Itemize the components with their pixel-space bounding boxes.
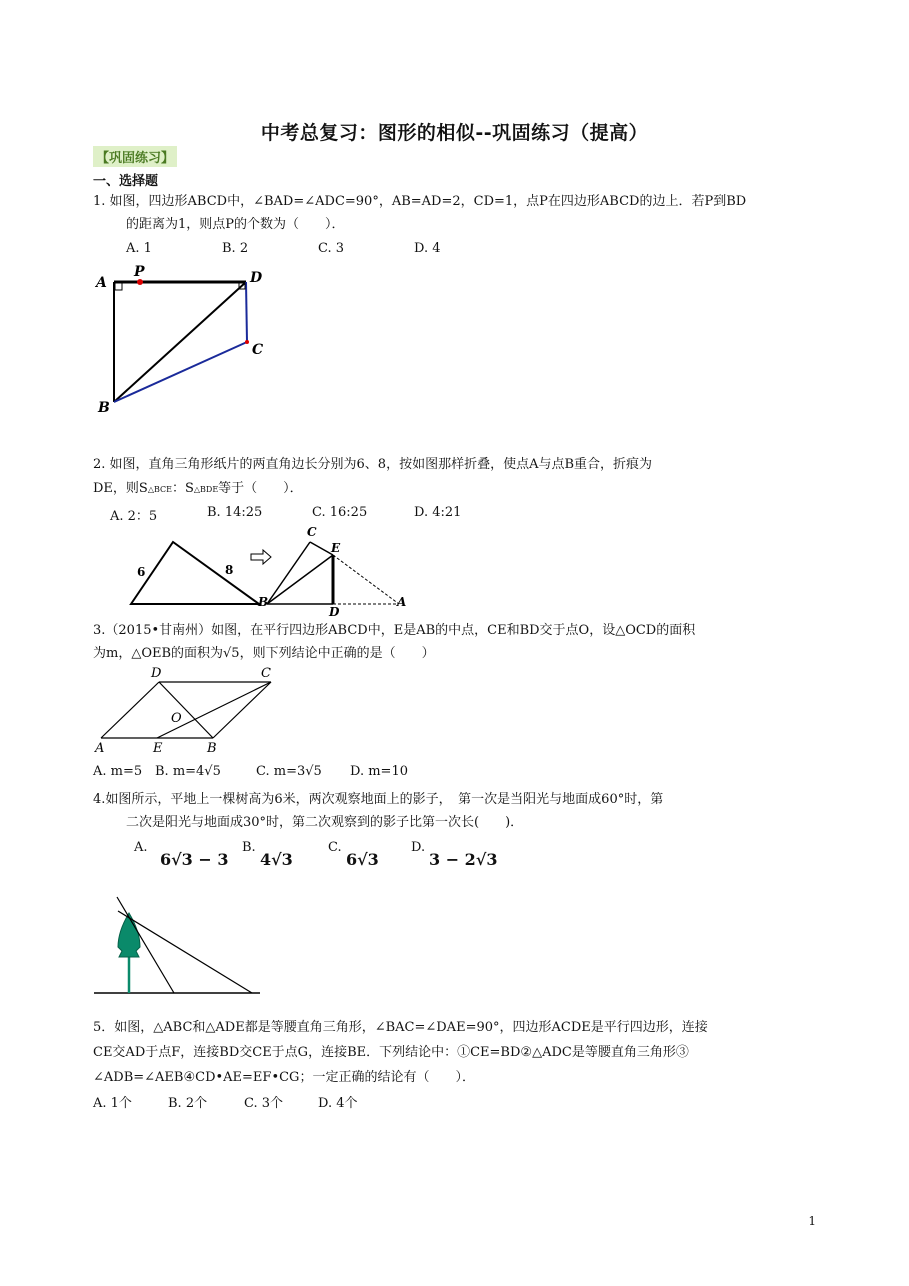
q3-option-c: C. m=3√5 (256, 764, 322, 779)
q1-option-a: A. 1 (126, 241, 152, 256)
q2-label-c: C (307, 525, 317, 539)
q4-figure (90, 895, 265, 1000)
q2-label-6: 6 (137, 565, 146, 579)
q2-label-b: B (258, 595, 269, 609)
q3-option-b: B. m=4√5 (155, 764, 221, 779)
q5-option-a: A. 1个 (93, 1096, 132, 1111)
q4-option-a-letter: A. (134, 840, 148, 855)
q2-line2-suffix: 等于（ ）． (218, 481, 303, 496)
q1-label-d: D (250, 270, 263, 286)
q3-label-o: O (171, 711, 182, 726)
q4-option-a-value: 6√3 − 3 (160, 850, 229, 869)
q3-label-a: A (95, 741, 105, 756)
q1-option-b: B. 2 (222, 241, 249, 256)
q2-label-a: A (397, 595, 407, 609)
q3-label-d: D (151, 666, 162, 681)
q2-label-d: D (329, 605, 340, 618)
q3-option-d: D. m=10 (350, 764, 408, 779)
q2-sub2: △BDE (193, 485, 219, 494)
q3-figure (93, 662, 283, 758)
section-heading: 一、选择题 (93, 174, 159, 189)
q1-option-c: C. 3 (318, 241, 345, 256)
q2-option-b: B. 14:25 (207, 505, 263, 520)
q1-line1: 1. 如图，四边形ABCD中，∠BAD=∠ADC=90°，AB=AD=2，CD=1，点P在四边形ABCD的边上．若P到BD (93, 194, 747, 209)
q2-option-d: D. 4:21 (414, 505, 462, 520)
section-tag: 【巩固练习】 (93, 146, 177, 167)
q5-line1: 5．如图，△ABC和△ADE都是等腰直角三角形，∠BAC=∠DAE=90°，四边形ACDE是平行四边形，连接 (93, 1020, 708, 1035)
q1-label-a: A (96, 275, 107, 291)
q2-option-a: A. 2：5 (110, 509, 158, 524)
q2-option-c: C. 16:25 (312, 505, 368, 520)
q4-option-b-value: 4√3 (260, 850, 293, 869)
q1-figure (90, 262, 280, 422)
q2-sub1: △BCE (147, 485, 172, 494)
q3-label-c: C (261, 666, 271, 681)
q2-label-e: E (331, 541, 341, 555)
q4-option-b-letter: B. (242, 840, 256, 855)
q2-figure (125, 522, 415, 618)
q5-option-c: C. 3个 (244, 1096, 284, 1111)
q5-line2: CE交AD于点F，连接BD交CE于点G，连接BE．下列结论中：①CE=BD②△ADC是等腰直角三角形③ (93, 1045, 689, 1060)
q3-line2: 为m，△OEB的面积为√5，则下列结论中正确的是（ ） (93, 646, 435, 661)
q2-label-8: 8 (225, 563, 234, 577)
q3-label-e: E (153, 741, 163, 756)
q4-option-d-letter: D. (411, 840, 426, 855)
page-number: 1 (808, 1214, 816, 1228)
q3-label-b: B (207, 741, 217, 756)
q5-option-b: B. 2个 (168, 1096, 208, 1111)
q1-label-p: P (134, 264, 145, 280)
q4-line1: 4.如图所示，平地上一棵树高为6米，两次观察地面上的影子， 第一次是当阳光与地面成60°时，第 (93, 792, 664, 807)
q2-line2 (93, 479, 819, 500)
q4-line2: 二次是阳光与地面成30°时，第二次观察到的影子比第一次长( )． (126, 815, 524, 830)
q3-line1: 3.（2015•甘南州）如图，在平行四边形ABCD中，E是AB的中点，CE和BD交于点O，设△OCD的面积 (93, 623, 696, 638)
q4-option-d-value: 3 − 2√3 (429, 850, 498, 869)
q1-label-c: C (252, 342, 264, 358)
page-title: 中考总复习：图形的相似--巩固练习（提高） (260, 122, 649, 144)
q1-label-b: B (98, 400, 110, 416)
q2-line2-prefix: DE，则S (93, 481, 148, 496)
q3-option-a: A. m=5 (93, 764, 143, 779)
q5-line3: ∠ADB=∠AEB④CD•AE=EF•CG；一定正确的结论有（ ）． (93, 1070, 475, 1085)
q2-line1: 2. 如图，直角三角形纸片的两直角边长分别为6、8，按如图那样折叠，使点A与点B重合，折痕为 (93, 457, 653, 472)
q4-option-c-letter: C. (328, 840, 342, 855)
q1-option-d: D. 4 (414, 241, 441, 256)
q4-option-c-value: 6√3 (346, 850, 379, 869)
q1-line2: 的距离为1，则点P的个数为（ ）． (126, 217, 345, 232)
q2-mid: ：S (171, 481, 194, 496)
q5-option-d: D. 4个 (318, 1096, 358, 1111)
